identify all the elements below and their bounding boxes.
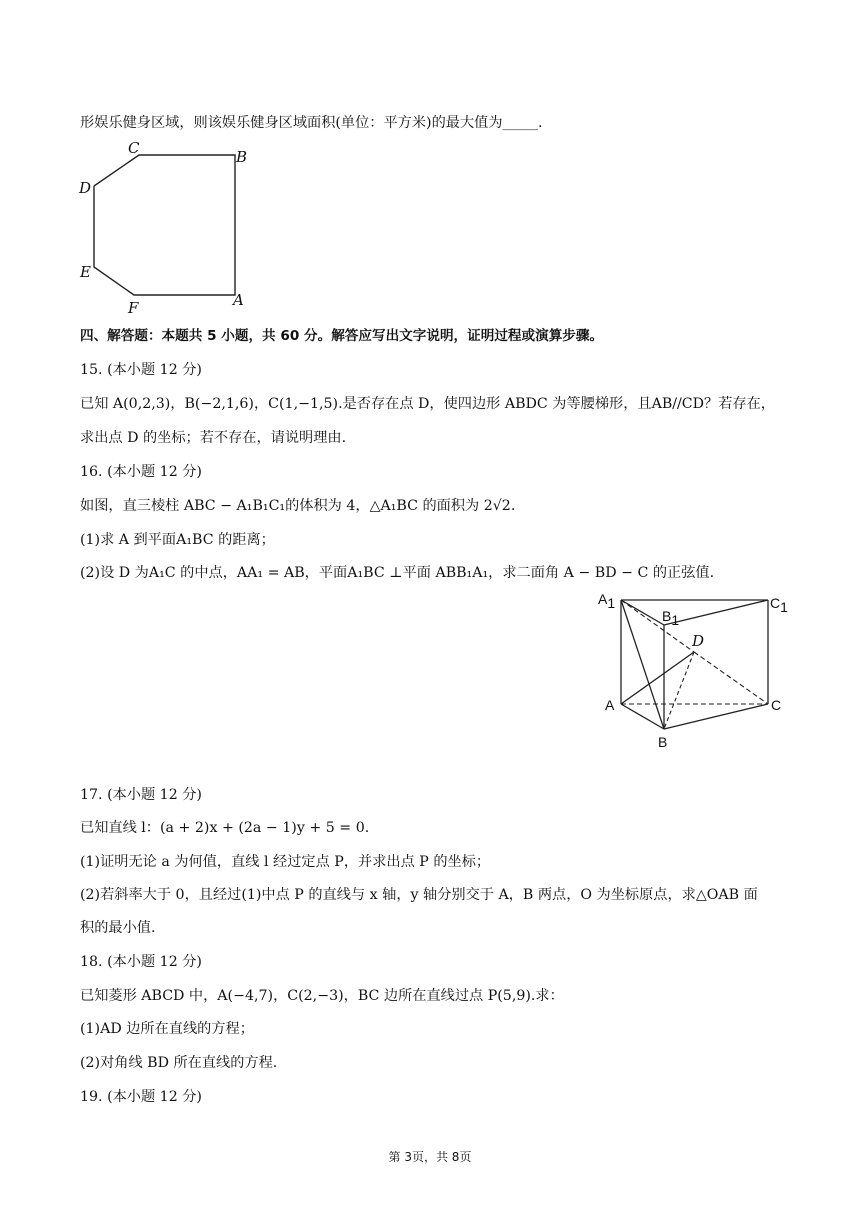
q15-header: 15. (本小题 12 分) (80, 362, 202, 378)
label-F: F (128, 299, 139, 317)
q18-line2: (1)AD 边所在直线的方程； (80, 1021, 254, 1037)
q16-header: 16. (本小题 12 分) (80, 464, 202, 480)
label-A1: A1 (598, 591, 616, 611)
label-B: B (236, 148, 248, 166)
q16-line2: (1)求 A 到平面A₁BC 的距离； (80, 532, 275, 548)
q17-header: 17. (本小题 12 分) (80, 787, 202, 803)
q17-line3: (2)若斜率大于 0，且经过(1)中点 P 的直线与 x 轴，y 轴分别交于 A，B 两点，O 为坐标原点，求△OAB 面 (80, 887, 758, 903)
q18-line1: 已知菱形 ABCD 中，A(−4,7)，C(2,−3)，BC 边所在直线过点 P(5,9).求： (80, 988, 564, 1004)
label-B1: B1 (662, 608, 680, 628)
q17-line1: 已知直线 l：(a + 2)x + (2a − 1)y + 5 = 0. (80, 820, 370, 836)
label-D: D (79, 179, 92, 197)
label-D: D (692, 632, 705, 650)
hexagon-figure (70, 138, 260, 318)
label-C: C (128, 139, 140, 157)
q17-line2: (1)证明无论 a 为何值，直线 l 经过定点 P，并求出点 P 的坐标； (80, 854, 491, 870)
q15-line1: 已知 A(0,2,3)，B(−2,1,6)，C(1,−1,5).是否存在点 D，使四边形 ABDC 为等腰梯形，且AB//CD？若存在， (80, 396, 775, 412)
label-B: B (658, 734, 668, 750)
page-footer: 第 3页，共 8页 (388, 1150, 472, 1164)
label-C: C (771, 697, 782, 713)
q19-header: 19. (本小题 12 分) (80, 1089, 202, 1105)
q18-header: 18. (本小题 12 分) (80, 954, 202, 970)
prism-figure (592, 588, 792, 758)
q17-line4: 积的最小值. (80, 920, 156, 936)
section-heading: 四、解答题：本题共 5 小题，共 60 分。解答应写出文字说明，证明过程或演算步骤。 (80, 328, 604, 344)
q16-line1: 如图，直三棱柱 ABC − A₁B₁C₁的体积为 4，△A₁BC 的面积为 2√2. (80, 498, 516, 514)
label-E: E (80, 263, 91, 281)
label-A: A (233, 291, 244, 309)
label-A: A (605, 697, 615, 713)
q16-line3: (2)设 D 为A₁C 的中点，AA₁ = AB，平面A₁BC ⊥平面 ABB₁A₁，求二面角 A − BD − C 的正弦值. (80, 565, 715, 581)
label-C1: C1 (770, 595, 788, 615)
question-14-continuation: 形娱乐健身区域，则该娱乐健身区域面积(单位：平方米)的最大值为_____. (80, 115, 543, 131)
q15-line2: 求出点 D 的坐标；若不存在，请说明理由. (80, 430, 347, 446)
q18-line3: (2)对角线 BD 所在直线的方程. (80, 1055, 278, 1071)
